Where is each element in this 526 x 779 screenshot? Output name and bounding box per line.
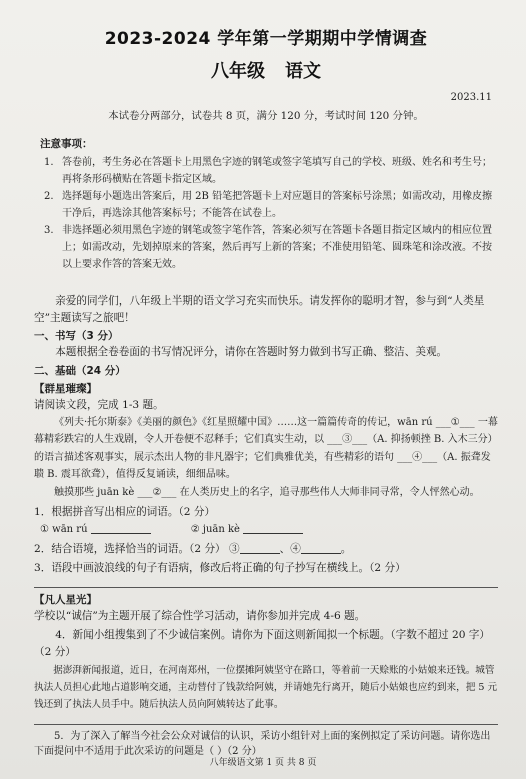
reading-passage: 《列夫·托尔斯泰》《美丽的颜色》《红星照耀中国》……这一篇篇传奇的传记，wān rú ___①___ 一幕幕精彩跌宕的人生戏剧，令人开卷便不忍释手；它们真实生动，以 ___③___（A. 抑扬顿挫 B. 入木三分）的语言描述客观事实，展示杰出人物的非凡器宇；它们典雅优美，有些精彩的语句 ___④___（A. 振聋发聩 B. 震耳欲聋），值得反复诵读，细细品味。 (34, 416, 498, 481)
question-5: 5．为了深入了解当今社会公众对诚信的认识，采访小组针对上面的案例拟定了采访问题。请你选出下面提问中不适用于此次采访的问题是（ ）（2 分） (34, 730, 491, 758)
answer-blank[interactable] (243, 523, 303, 534)
section-writing-heading: 一、书写（3 分） (34, 329, 119, 342)
ordinary-box-title: 【凡人星光】 (34, 593, 97, 606)
activity-intro: 学校以“诚信”为主题开展了综合性学习活动，请你参加并完成 4-6 题。 (34, 610, 366, 623)
notice-item (40, 222, 498, 273)
answer-line[interactable] (34, 724, 498, 725)
question-2: 2．结合语境，选择恰当的词语。（2 分） ③ 、④ 。 (34, 542, 352, 555)
section-writing-text: 本题根据全卷卷面的书写情况评分，请你在答题时努力做到书写正确、整洁、美观。 (55, 346, 448, 359)
notice-number: 3. (44, 225, 54, 237)
notice-text: 选择题每小题选出答案后，用 2B 铅笔把答题卡上对应题目的答案标号涂黑；如需改动，用橡皮擦干净后，再选涂其他答案标号；不能答在试卷上。 (62, 191, 493, 220)
notice-item (40, 154, 498, 188)
greeting-paragraph: 亲爱的同学们，八年级上半期的语文学习充实而快乐。请发挥你的聪明才智，参与到“人类星空”主题读写之旅吧！ (34, 295, 485, 324)
question-1-answers (34, 522, 498, 538)
page-footer: 八年级语文第 1 页 共 8 页 (209, 758, 317, 769)
section-basics (34, 363, 498, 588)
notice-number: 1. (44, 157, 54, 169)
exam-date: 2023.11 (450, 92, 492, 104)
answer-1-a (40, 522, 151, 538)
pinyin-label: ① wān rú (40, 524, 88, 536)
question-4: 4．新闻小组搜集到了不少诚信案例。请你为下面这则新闻拟一个标题。（字数不超过 20 字）（2 分） (34, 629, 490, 658)
notice-text: 答卷前，考生务必在答题卡上用黑色字迹的钢笔或签字笔填写自己的学校、班级、姓名和考生号；再将条形码横贴在答题卡指定区域。 (62, 157, 492, 186)
answer-1-b (191, 522, 303, 538)
reading-passage-2: 触摸那些 juān kè ___②___ 在人类历史上的名字，追寻那些伟人大师非同寻常，令人怦然心动。 (54, 486, 480, 498)
stars-box-title: 【群星璀璨】 (34, 382, 97, 395)
subject-label: 语文 (285, 61, 321, 83)
exam-intro: 本试卷分两部分，试卷共 8 页，满分 120 分，考试时间 120 分钟。 (108, 109, 424, 122)
section-ordinary-stars (34, 592, 498, 760)
grade-label: 八年级 (211, 61, 265, 83)
answer-line[interactable] (34, 587, 498, 588)
answer-blank[interactable] (91, 523, 151, 534)
reading-instruction: 请阅读文段，完成 1-3 题。 (34, 399, 164, 412)
choice-label: ③ (229, 542, 240, 555)
notice-title: 注意事项： (40, 137, 93, 150)
question-2-text: 2．结合语境，选择恰当的词语。（2 分） (34, 542, 226, 555)
section-writing (34, 328, 498, 361)
notice-item (40, 188, 498, 222)
notice-list (40, 154, 498, 273)
news-passage: 据澎湃新闻报道，近日，在河南郑州，一位摆摊阿姨坚守在路口，等着前一天赊账的小姑娘来还钱。城管执法人员担心此地占道影响交通，主动替付了钱款给阿姨，并请她先行离开，随后小姑娘也应约到来，把 5 元钱还到了执法人员手中。随后执法人员向阿姨转达了此事。 (34, 665, 498, 710)
pinyin-label: ② juān kè (190, 524, 240, 536)
exam-title: 2023-2024 学年第一学期期中学情调查 (104, 29, 428, 49)
choice-label: ④ (290, 542, 301, 555)
notice-number: 2. (44, 191, 54, 203)
notice-text: 非选择题必须用黑色字迹的钢笔或签字笔作答，答案必须写在答题卡各题目指定区域内的相应位置上；如需改动，先划掉原来的答案，然后再写上新的答案；不准使用铅笔、圆珠笔和涂改液。不按以上要求作答的答案无效。 (62, 225, 492, 271)
question-3: 3．语段中画波浪线的句子有语病，修改后将正确的句子抄写在横线上。（2 分） (34, 562, 406, 575)
section-basics-heading: 二、基础（24 分） (34, 364, 126, 377)
question-2-end: 。 (340, 542, 352, 555)
answer-blank[interactable] (301, 543, 341, 554)
answer-blank[interactable] (240, 543, 280, 554)
exam-subtitle (34, 58, 498, 86)
question-1: 1．根据拼音写出相应的词语。（2 分） (34, 506, 216, 519)
